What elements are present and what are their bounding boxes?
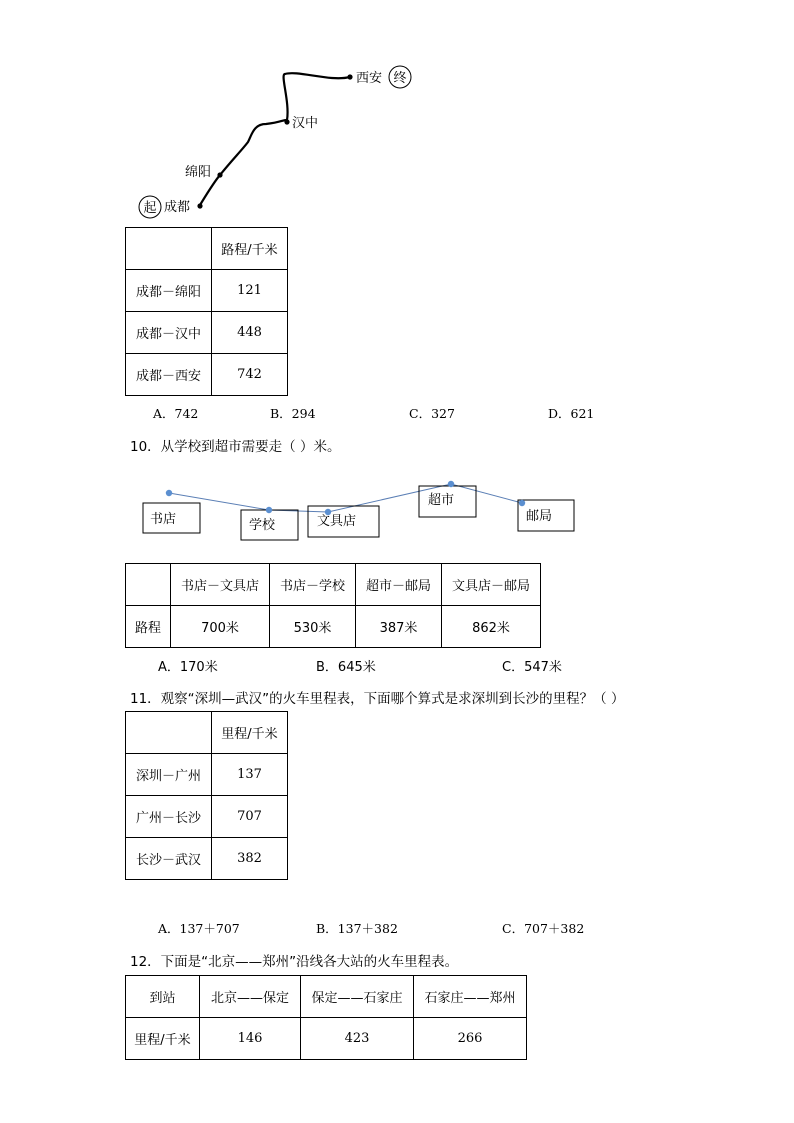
- table-row: [126, 354, 288, 396]
- city-label-mianyang: 绵阳: [185, 165, 212, 180]
- option-b[interactable]: B．137＋382: [316, 921, 398, 936]
- option-a[interactable]: A．170米: [158, 660, 218, 675]
- option-b[interactable]: B．645米: [316, 660, 376, 675]
- table-cell: 742: [212, 354, 288, 396]
- table-cell: 146: [200, 1018, 301, 1060]
- table-cell: 862米: [442, 606, 541, 648]
- table-cell: 121: [212, 270, 288, 312]
- place-label-bookstore: 书店: [150, 512, 177, 527]
- table-header-cell: 超市－邮局: [356, 564, 442, 606]
- table-cell: 707: [212, 796, 288, 838]
- table-header-cell: 书店－文具店: [171, 564, 270, 606]
- distance-table-q11: [125, 711, 288, 880]
- place-label-postoffice: 邮局: [526, 509, 553, 524]
- table-header-cell: 石家庄——郑州: [414, 976, 527, 1018]
- city-label-hanzhong: 汉中: [292, 116, 319, 131]
- path-point: [266, 507, 272, 513]
- option-b[interactable]: B．294: [270, 406, 316, 421]
- city-dot-mianyang: [217, 172, 222, 177]
- city-dot-hanzhong: [284, 119, 289, 124]
- table-cell: 成都－汉中: [126, 312, 212, 354]
- path-point: [166, 490, 172, 496]
- table-header-cell: 路程/千米: [212, 228, 288, 270]
- option-c[interactable]: C．327: [409, 406, 455, 421]
- option-c[interactable]: C．547米: [502, 660, 562, 675]
- question-11: 11．观察“深圳—武汉”的火车里程表，下面哪个算式是求深圳到长沙的里程？（ ）: [130, 691, 625, 707]
- distance-table-q9: [125, 227, 288, 396]
- table-header-cell: [126, 564, 171, 606]
- city-dot-chengdu: [197, 203, 202, 208]
- table-cell: 382: [212, 838, 288, 880]
- table-header-cell: [126, 228, 212, 270]
- table-cell: 长沙－武汉: [126, 838, 212, 880]
- start-marker: 起: [143, 201, 157, 216]
- table-row-label: 里程/千米: [126, 1018, 200, 1060]
- table-header-cell: 保定——石家庄: [301, 976, 414, 1018]
- option-c[interactable]: C．707＋382: [502, 921, 585, 936]
- city-dot-xian: [347, 74, 352, 79]
- path-point: [448, 481, 454, 487]
- table-cell: 广州－长沙: [126, 796, 212, 838]
- table-cell: 530米: [270, 606, 356, 648]
- question-12: 12．下面是“北京——郑州”沿线各大站的火车里程表。: [130, 954, 459, 970]
- table-row: [126, 312, 288, 354]
- table-header-cell: 里程/千米: [212, 712, 288, 754]
- table-row: [126, 270, 288, 312]
- table-row-label: 路程: [126, 606, 171, 648]
- table-cell: 137: [212, 754, 288, 796]
- option-a[interactable]: A．137＋707: [158, 921, 240, 936]
- path-point: [519, 500, 525, 506]
- table-row: [126, 606, 541, 648]
- table-cell: 448: [212, 312, 288, 354]
- place-label-school: 学校: [249, 518, 276, 533]
- question-10: 10．从学校到超市需要走（ ）米。: [130, 439, 341, 455]
- place-label-supermarket: 超市: [428, 493, 455, 508]
- places-diagram: [140, 475, 580, 545]
- table-cell: 深圳－广州: [126, 754, 212, 796]
- route-map: [130, 60, 430, 225]
- route-line: [200, 73, 350, 205]
- end-marker: 终: [393, 71, 407, 86]
- table-header-cell: 文具店－邮局: [442, 564, 541, 606]
- table-header-cell: 书店－学校: [270, 564, 356, 606]
- table-cell: 成都－西安: [126, 354, 212, 396]
- table-row: [126, 796, 288, 838]
- distance-table-q12: [125, 975, 527, 1060]
- table-cell: 266: [414, 1018, 527, 1060]
- table-header-cell: [126, 712, 212, 754]
- place-label-stationery: 文具店: [317, 514, 357, 529]
- table-row: [126, 754, 288, 796]
- table-header-cell: 到站: [126, 976, 200, 1018]
- option-a[interactable]: A．742: [153, 406, 199, 421]
- table-cell: 700米: [171, 606, 270, 648]
- table-cell: 387米: [356, 606, 442, 648]
- path-line: [169, 484, 522, 512]
- city-label-xian: 西安: [356, 71, 383, 86]
- table-header-cell: 北京——保定: [200, 976, 301, 1018]
- table-row: [126, 1018, 527, 1060]
- distance-table-q10: [125, 563, 541, 648]
- table-row: [126, 838, 288, 880]
- option-d[interactable]: D．621: [548, 406, 595, 421]
- table-cell: 423: [301, 1018, 414, 1060]
- table-cell: 成都－绵阳: [126, 270, 212, 312]
- city-label-chengdu: 成都: [164, 200, 191, 215]
